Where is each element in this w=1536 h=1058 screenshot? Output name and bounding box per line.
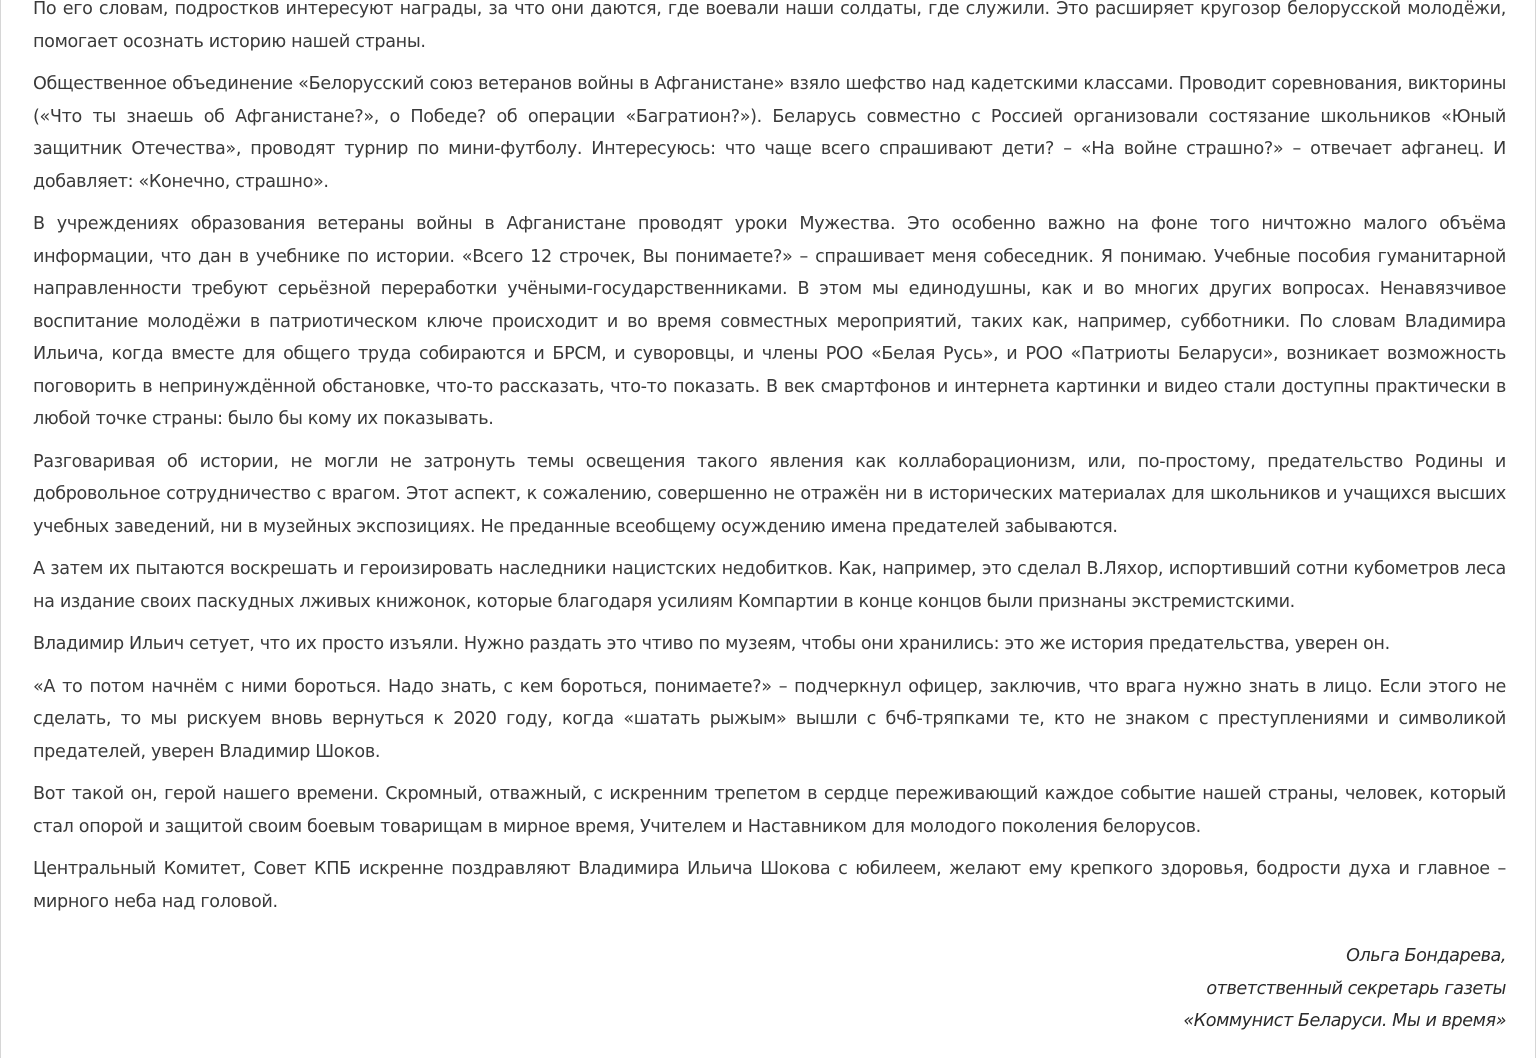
paragraph: По его словам, подростков интересуют награды, за что они даются, где воевали наши солдаты, где служили. Это расширяет кругозор белорусской молодёжи, помогает осознать историю нашей страны.: [33, 0, 1506, 52]
paragraph: Разговаривая об истории, не могли не затронуть темы освещения такого явления как коллаборационизм, или, по-простому, предательство Родины и добровольное сотрудничество с врагом. Этот аспект, к сожалению, совершенно не отражён ни в исторических материалах для школьников и учащихся высших учебных заведений, ни в музейных экспозициях. Не преданные всеобщему осуждению имена предателей забываются.: [33, 451, 1506, 537]
paragraph: А затем их пытаются воскрешать и героизировать наследники нацистских недобитков. Как, например, это сделал В.Ляхор, испортивший сотни кубометров леса на издание своих паскудных лживых книжонок, которые благодаря усилиям Компартии в конце концов были признаны экстремистскими.: [33, 559, 1506, 612]
author-name: Ольга Бондарева,: [1346, 946, 1506, 966]
paragraph: В учреждениях образования ветераны войны в Афганистане проводят уроки Мужества. Это особенно важно на фоне того ничтожно малого объёма информации, что дан в учебнике по истории. «Всего 12 строчек, Вы понимаете?» – спрашивает меня собеседник. Я понимаю. Учебные пособия гуманитарной направленности требуют серьёзной переработки учёными-государственниками. В этом мы единодушны, как и во многих других вопросах. Ненавязчивое воспитание молодёжи в патриотическом ключе происходит и во время совместных мероприятий, таких как, например, субботники. По словам Владимира Ильича, когда вместе для общего труда собираются и БРСМ, и суворовцы, и члены РОО «Белая Русь», и РОО «Патриоты Беларуси», возникает возможность поговорить в непринуждённой обстановке, что-то рассказать, что-то показать. В век смартфонов и интернета картинки и видео стали доступны практически в любой точке страны: было бы кому их показывать.: [33, 214, 1506, 429]
author-signature: [33, 940, 1506, 1038]
paragraph: Владимир Ильич сетует, что их просто изъяли. Нужно раздать это чтиво по музеям, чтобы они хранились: это же история предательства, уверен он.: [33, 634, 1390, 654]
publication-name: «Коммунист Беларуси. Мы и время»: [1183, 1011, 1506, 1031]
author-position: ответственный секретарь газеты: [1206, 978, 1506, 999]
paragraph: Центральный Комитет, Совет КПБ искренне поздравляют Владимира Ильича Шокова с юбилеем, желают ему крепкого здоровья, бодрости духа и главное – мирного неба над головой.: [33, 859, 1506, 912]
article-body: [33, 0, 1506, 1038]
paragraph: «А то потом начнём с ними бороться. Надо знать, с кем бороться, понимаете?» – подчеркнул офицер, заключив, что врага нужно знать в лицо. Если этого не сделать, то мы рискуем вновь вернуться к 2020 году, когда «шатать рыжым» вышли с бчб-тряпками те, кто не знаком с преступлениями и символикой предателей, уверен Владимир Шоков.: [33, 676, 1506, 762]
paragraph: Общественное объединение «Белорусский союз ветеранов войны в Афганистане» взяло шефство над кадетскими классами. Проводит соревнования, викторины («Что ты знаешь об Афганистане?», о Победе? об операции «Багратион?»). Беларусь совместно с Россией организовали состязание школьников «Юный защитник Отечества», проводят турнир по мини-футболу. Интересуюсь: что чаще всего спрашивают дети? – «На войне страшно?» – отвечает афганец. И добавляет: «Конечно, страшно».: [33, 74, 1506, 192]
paragraph: Вот такой он, герой нашего времени. Скромный, отважный, с искренним трепетом в сердце переживающий каждое событие нашей страны, человек, который стал опорой и защитой своим боевым товарищам в мирное время, Учителем и Наставником для молодого поколения белорусов.: [33, 784, 1506, 837]
